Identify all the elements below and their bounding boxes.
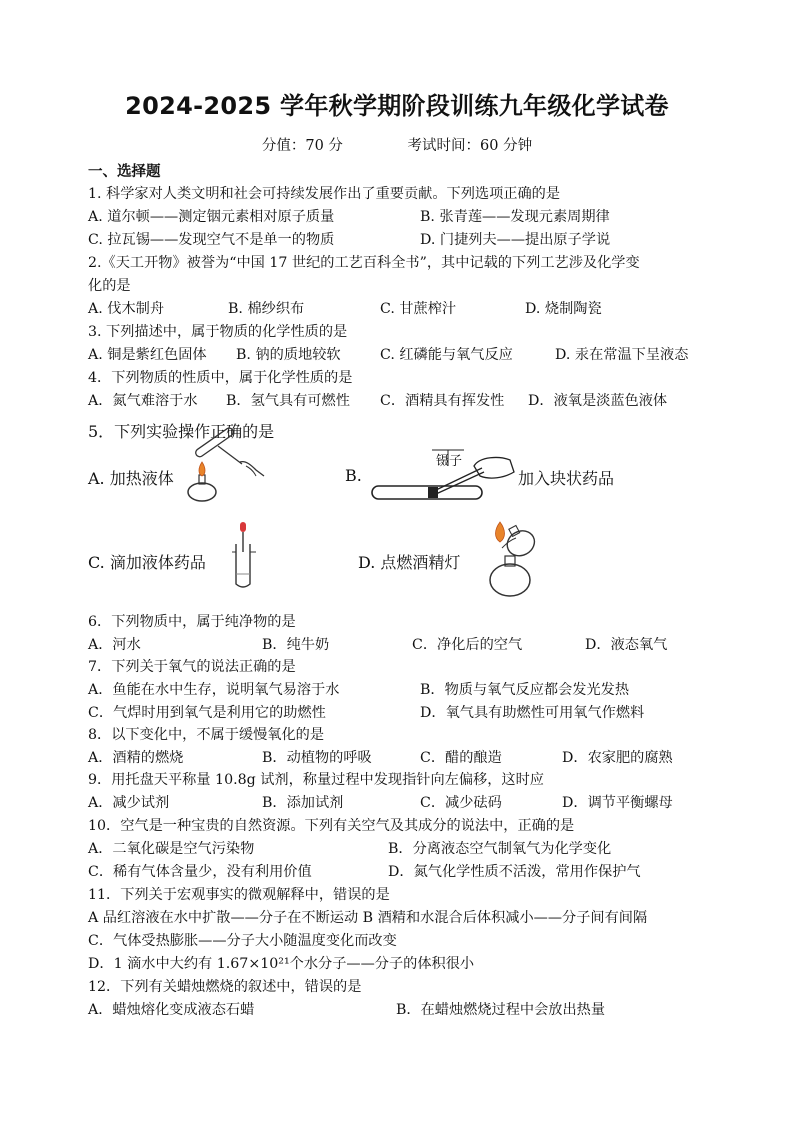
page-title: 2024-2025 学年秋学期阶段训练九年级化学试卷 [125,92,669,120]
q11-option-d: D．1 滴水中大约有 1.67×10²¹个水分子——分子的体积很小 [88,956,475,972]
dropper-figure [226,518,266,592]
q2-stem-line2: 化的是 [88,278,131,294]
q6-stem: 6．下列物质中，属于纯净物的是 [88,614,296,630]
q12-option-a: A．蜡烛熔化变成液态石蜡 [88,1002,255,1018]
q1-option-d: D. 门捷列夫——提出原子学说 [420,232,611,248]
heating-liquid-figure [180,440,270,510]
q1-option-a: A. 道尔顿——测定铟元素相对原子质量 [88,209,335,225]
q5-option-a: A. 加热液体 [88,469,174,488]
q10-option-c: C．稀有气体含量少，没有利用价值 [88,864,312,880]
q7-stem: 7．下列关于氧气的说法正确的是 [88,659,296,675]
q11-options-ab: A 品红溶液在水中扩散——分子在不断运动 B 酒精和水混合后体积减小——分子间有间隔 [88,910,648,926]
q1-option-b: B. 张青莲——发现元素周期律 [420,209,610,225]
q3-option-b: B. 钠的质地较软 [236,347,341,363]
exam-info [0,134,794,155]
q2-option-c: C. 甘蔗榨汁 [380,301,457,317]
q5-option-b-label: 加入块状药品 [518,469,615,488]
q2-option-b: B. 棉纱织布 [228,301,305,317]
q8-option-d: D．农家肥的腐熟 [562,750,673,766]
q10-option-d: D．氮气化学性质不活泼，常用作保护气 [388,864,641,880]
section-heading: 一、选择题 [88,164,161,180]
q6-option-a: A．河水 [88,637,141,653]
time-info: 考试时间：60 分钟 [407,138,533,154]
q3-stem: 3. 下列描述中，属于物质的化学性质的是 [88,324,348,340]
q12-option-b: B．在蜡烛燃烧过程中会放出热量 [396,1002,606,1018]
q3-option-a: A. 铜是紫红色固体 [88,347,207,363]
q6-option-b: B．纯牛奶 [262,637,330,653]
q6-option-d: D．液态氧气 [585,637,668,653]
q11-option-c: C．气体受热膨胀——分子大小随温度变化而改变 [88,933,397,949]
q7-option-c: C．气焊时用到氧气是利用它的助燃性 [88,705,326,721]
q8-option-b: B．动植物的呼吸 [262,750,372,766]
q4-option-d: D．液氧是淡蓝色液体 [528,393,668,409]
q8-stem: 8．以下变化中，不属于缓慢氧化的是 [88,727,325,743]
q9-stem: 9．用托盘天平称量 10.8g 试剂，称量过程中发现指针向左偏移，这时应 [88,772,544,788]
q3-option-c: C. 红磷能与氧气反应 [380,347,513,363]
tweezers-label: 镊子 [436,454,463,469]
q9-option-a: A．减少试剂 [88,795,170,811]
q5-option-c: C. 滴加液体药品 [88,553,206,572]
q2-option-d: D. 烧制陶瓷 [525,301,602,317]
q5-option-b-letter: B. [345,466,362,485]
q5-option-d: D. 点燃酒精灯 [358,553,461,572]
q9-option-d: D．调节平衡螺母 [562,795,673,811]
q8-option-c: C．醋的酿造 [420,750,502,766]
q7-option-d: D．氧气具有助燃性可用氧气作燃料 [420,705,645,721]
q7-option-b: B．物质与氧气反应都会发光发热 [420,682,630,698]
q9-option-c: C．减少砝码 [420,795,502,811]
q2-option-a: A. 伐木制舟 [88,301,165,317]
q1-stem: 1. 科学家对人类文明和社会可持续发展作出了重要贡献。下列选项正确的是 [88,186,561,202]
q12-stem: 12．下列有关蜡烛燃烧的叙述中，错误的是 [88,979,362,995]
q10-option-a: A．二氧化碳是空气污染物 [88,841,255,857]
q2-stem-line1: 2.《天工开物》被誉为“中国 17 世纪的工艺百科全书”，其中记载的下列工艺涉及化学变 [88,255,640,271]
q4-option-a: A．氮气难溶于水 [88,393,198,409]
q4-stem: 4．下列物质的性质中，属于化学性质的是 [88,370,353,386]
q6-option-c: C．净化后的空气 [412,637,523,653]
q5-stem: 5．下列实验操作正确的是 [88,422,275,441]
q3-option-d: D. 汞在常温下呈液态 [555,347,689,363]
tweezers-figure [370,448,520,504]
q10-stem: 10．空气是一种宝贵的自然资源。下列有关空气及其成分的说法中，正确的是 [88,818,575,834]
q4-option-c: C．酒精具有挥发性 [380,393,505,409]
q10-option-b: B．分离液态空气制氧气为化学变化 [388,841,612,857]
score-info: 分值：70 分 [261,138,343,154]
q8-option-a: A．酒精的燃烧 [88,750,184,766]
q4-option-b: B．氢气具有可燃性 [226,393,350,409]
q1-option-c: C. 拉瓦锡——发现空气不是单一的物质 [88,232,335,248]
q7-option-a: A．鱼能在水中生存，说明氧气易溶于水 [88,682,340,698]
alcohol-lamp-figure [474,520,554,600]
q9-option-b: B．添加试剂 [262,795,344,811]
q11-stem: 11．下列关于宏观事实的微观解释中，错误的是 [88,887,390,903]
